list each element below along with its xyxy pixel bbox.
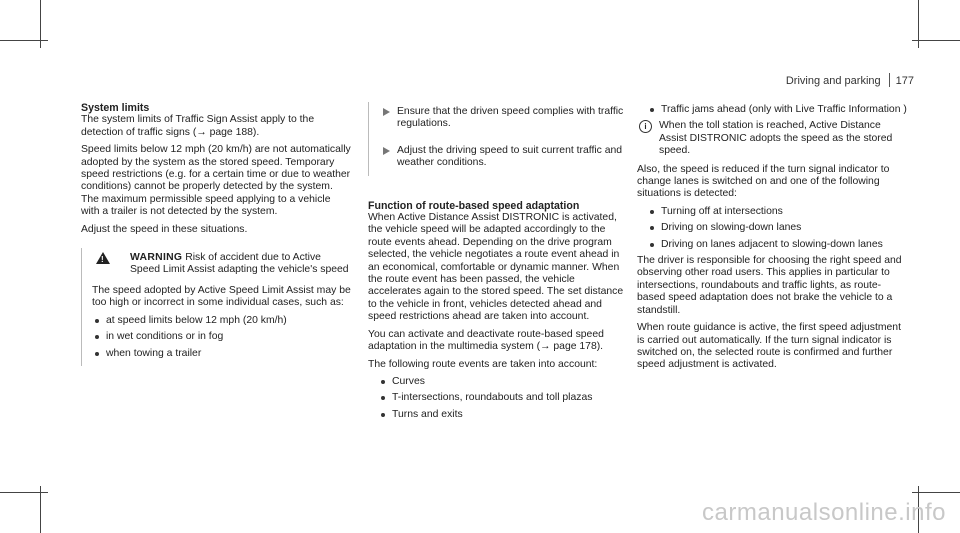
list-item: Curves xyxy=(378,376,630,388)
crop-mark xyxy=(0,40,48,41)
arrow-right-icon xyxy=(383,108,390,116)
bullet-icon xyxy=(381,380,385,384)
action-step: Adjust the driving speed to suit current traffic and weather conditions. xyxy=(383,145,630,170)
header-divider xyxy=(889,73,890,87)
list-item: Turning off at intersections xyxy=(647,206,907,218)
route-speed-heading: Function of route-based speed adaptation xyxy=(368,199,580,212)
crop-mark xyxy=(912,492,960,493)
bullet-icon xyxy=(650,226,654,230)
list-item: Turns and exits xyxy=(378,409,630,421)
section-title: Driving and parking xyxy=(785,75,881,87)
list-item: in wet conditions or in fog xyxy=(92,331,351,343)
column-3 xyxy=(637,102,907,377)
info-icon: i xyxy=(639,120,652,133)
bullet-icon xyxy=(95,352,99,356)
list-item: Traffic jams ahead (only with Live Traffic Information ) xyxy=(647,104,907,116)
paragraph: Speed limits below 12 mph (20 km/h) are not automatically adopted by the system as the stored speed. Temporary speed restrictions (e.g. for a certain time or due to weather conditions) cannot be properly detected by the system. The maximum permissible speed applying to a vehicle with a trailer is not detected by the system. xyxy=(81,144,351,218)
warning-body: The speed adopted by Active Speed Limit Assist may be too high or incorrect in some individual cases, such as: xyxy=(92,284,351,309)
warning-triangle-icon xyxy=(96,252,110,264)
bullet-icon xyxy=(381,413,385,417)
warning-box xyxy=(81,248,351,366)
paragraph: The driver is responsible for choosing the right speed and observing other road users. This applies in particular to intersections, roundabouts and traffic lights, as route-based speed adaptation does not brake the vehicle to a standstill. xyxy=(637,255,902,316)
bullet-icon xyxy=(650,108,654,112)
bullet-icon xyxy=(650,210,654,214)
paragraph: Adjust the speed in these situations. xyxy=(81,223,248,235)
paragraph: You can activate and deactivate route-based speed adaptation in the multimedia system (→ page 178). xyxy=(368,328,604,353)
list-item: when towing a trailer xyxy=(92,348,351,360)
bullet-icon xyxy=(381,396,385,400)
action-steps xyxy=(368,102,630,176)
paragraph: The following route events are taken into account: xyxy=(368,358,598,370)
page-header xyxy=(786,73,914,87)
system-limits-heading: System limits xyxy=(81,102,150,114)
list-item: Driving on slowing-down lanes xyxy=(647,222,907,234)
list-item: Driving on lanes adjacent to slowing-down lanes xyxy=(647,239,907,251)
crop-mark xyxy=(0,492,48,493)
warning-title: WARNING xyxy=(130,252,183,264)
paragraph: The system limits of Traffic Sign Assist apply to the detection of traffic signs (→ page 188). xyxy=(81,114,315,138)
paragraph: When route guidance is active, the first speed adjustment is carried out automatically. If the turn signal indicator is switched on, the selected route is confirmed and further speed adjustment is activated. xyxy=(637,322,901,371)
list-item: T-intersections, roundabouts and toll plazas xyxy=(378,392,630,404)
arrow-right-icon xyxy=(383,147,390,155)
column-2 xyxy=(368,102,630,425)
bullet-icon xyxy=(650,243,654,247)
action-step: Ensure that the driven speed complies with traffic regulations. xyxy=(383,106,630,131)
list-item: at speed limits below 12 mph (20 km/h) xyxy=(92,315,351,327)
warning-headline: Risk of accident due to Active Speed Limit Assist adapting the vehicle's speed xyxy=(130,252,349,276)
paragraph: When Active Distance Assist DISTRONIC is activated, the vehicle speed will be adapted accordingly to the route events ahead. Depending on the drive program selected, the vehicle negotiates a route event ahead in an economical, comfortable or dynamic manner. When the route event has been passed, the vehicle accelerates again to the stored speed. The set distance to the vehicle in front, vehicles detected ahead and speed restrictions ahead are taken into account. xyxy=(368,212,624,323)
crop-mark xyxy=(40,486,41,533)
watermark: carmanualsonline.info xyxy=(702,499,946,526)
paragraph: Also, the speed is reduced if the turn signal indicator to change lanes is switched on and one of the following situations is detected: xyxy=(637,163,890,200)
bullet-icon xyxy=(95,319,99,323)
info-note: i When the toll station is reached, Active Distance Assist DISTRONIC adopts the speed as the stored speed. xyxy=(637,120,907,157)
column-1 xyxy=(81,102,351,366)
warning-header xyxy=(92,252,351,277)
crop-mark xyxy=(912,40,960,41)
bullet-icon xyxy=(95,335,99,339)
page-number: 177 xyxy=(895,75,914,87)
